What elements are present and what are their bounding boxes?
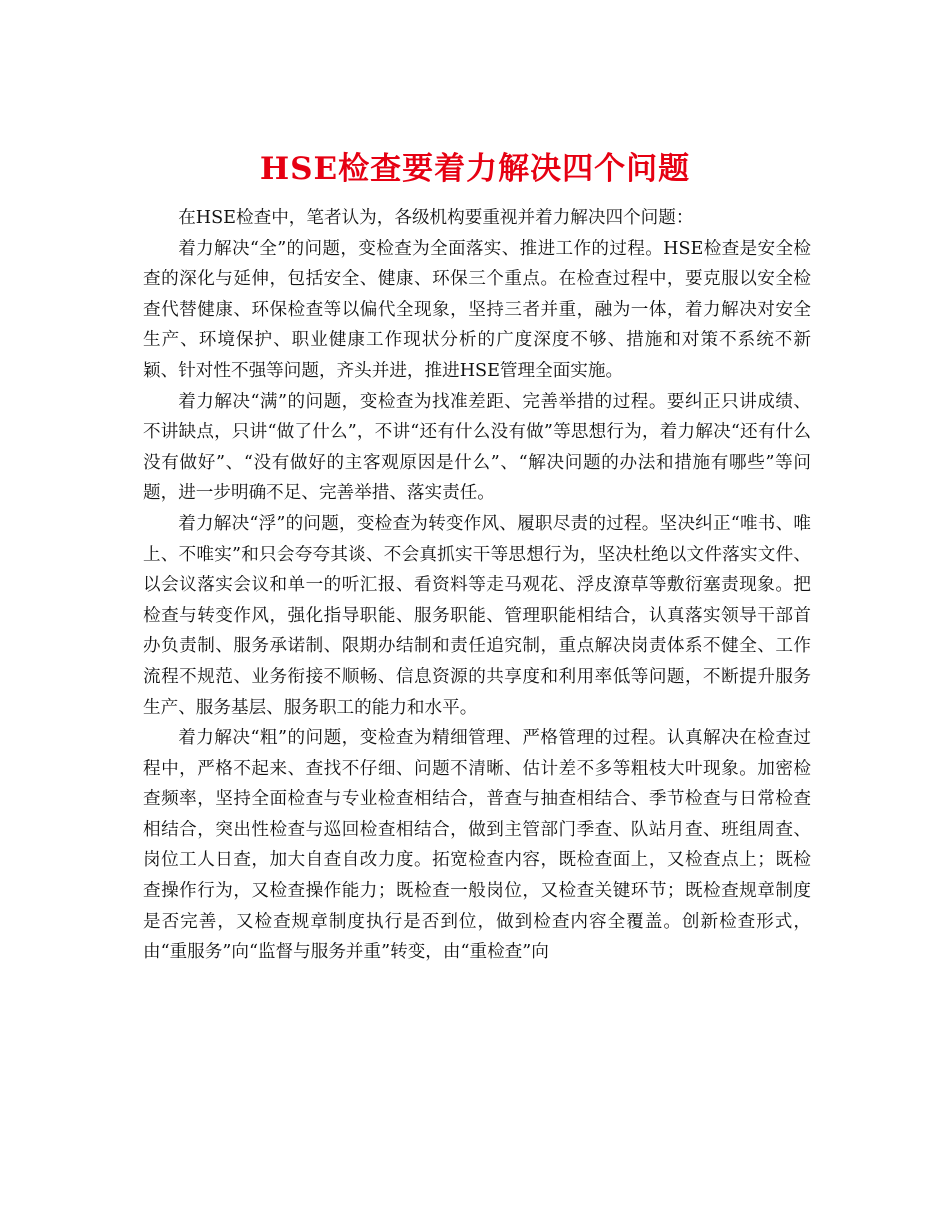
paragraph-man: 着力解决“满”的问题，变检查为找准差距、完善举措的过程。要纠正只讲成绩、不讲缺点，只讲“做了什么”，不讲“还有什么没有做”等思想行为，着力解决“还有什么没有做好”、“没有做好的主客观原因是什么”、“解决问题的办法和措施有哪些”等问题，进一步明确不足、完善举措、落实责任。 (143, 391, 811, 504)
document-title: HSE检查要着力解决四个问题 (259, 150, 691, 187)
paragraph-fu: 着力解决“浮”的问题，变检查为转变作风、履职尽责的过程。坚决纠正“唯书、唯上、不唯实”和只会夸夸其谈、不会真抓实干等思想行为，坚决杜绝以文件落实文件、以会议落实会议和单一的听汇报、看资料等走马观花、浮皮潦草等敷衍塞责现象。把检查与转变作风，强化指导职能、服务职能、管理职能相结合，认真落实领导干部首办负责制、服务承诺制、限期办结制和责任追究制，重点解决岗责体系不健全、工作流程不规范、业务衔接不顺畅、信息资源的共享度和利用率低等问题，不断提升服务生产、服务基层、服务职工的能力和水平。 (143, 513, 811, 718)
document-body (143, 203, 811, 968)
paragraph-quan: 着力解决“全”的问题，变检查为全面落实、推进工作的过程。HSE检查是安全检查的深化与延伸，包括安全、健康、环保三个重点。在检查过程中，要克服以安全检查代替健康、环保检查等以偏代全现象，坚持三者并重，融为一体，着力解决对安全生产、环境保护、职业健康工作现状分析的广度深度不够、措施和对策不系统不新颖、针对性不强等问题，齐头并进，推进HSE管理全面实施。 (143, 238, 811, 381)
paragraph-intro: 在HSE检查中，笔者认为，各级机构要重视并着力解决四个问题： (178, 208, 694, 228)
paragraph-cu: 着力解决“粗”的问题，变检查为精细管理、严格管理的过程。认真解决在检查过程中，严格不起来、查找不仔细、问题不清晰、估计差不多等粗枝大叶现象。加密检查频率，坚持全面检查与专业检查相结合，普查与抽查相结合、季节检查与日常检查相结合，突出性检查与巡回检查相结合，做到主管部门季查、队站月查、班组周查、岗位工人日查，加大自查自改力度。拓宽检查内容，既检查面上，又检查点上；既检查操作行为，又检查操作能力；既检查一般岗位，又检查关键环节；既检查规章制度是否完善，又检查规章制度执行是否到位，做到检查内容全覆盖。创新检查形式，由“重服务”向“监督与服务并重”转变，由“重检查”向 (143, 728, 811, 963)
